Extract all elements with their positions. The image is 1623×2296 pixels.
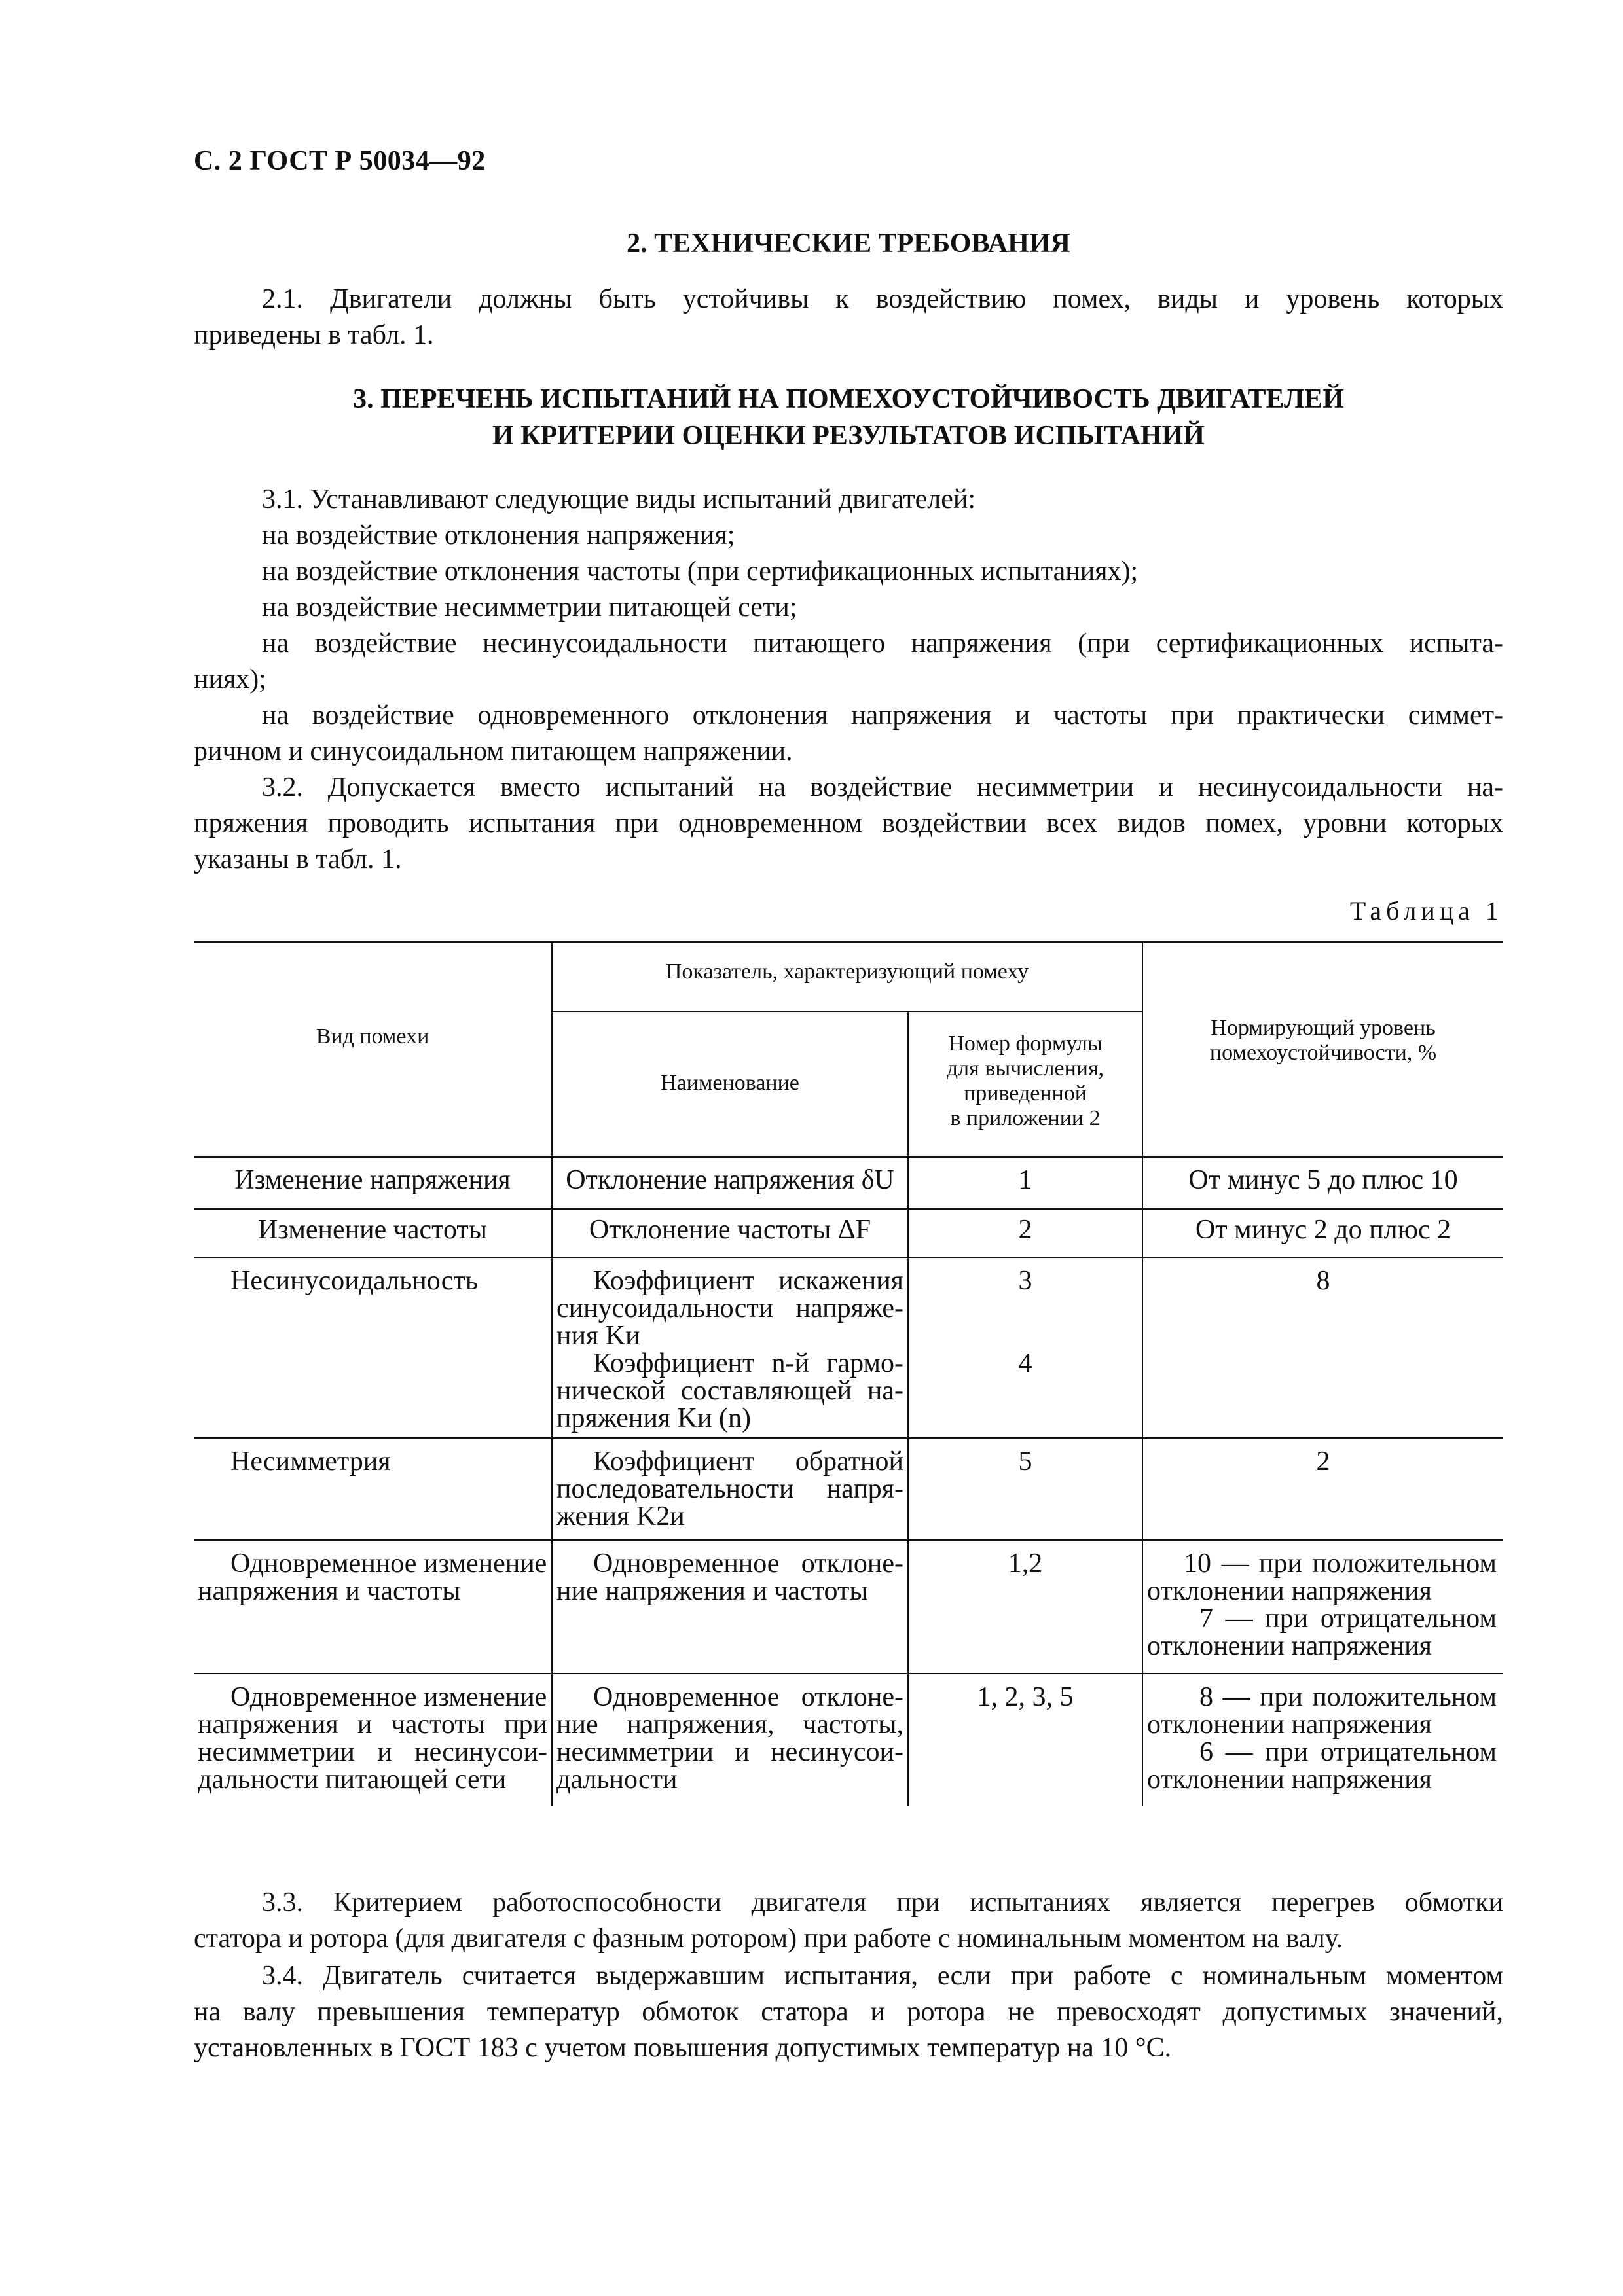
cell-line: несимметрии и несинусои-	[198, 1737, 547, 1767]
text-line: 3.4. Двигатель считается выдержавшим испытания, если при работе с номинальным моментом	[262, 1961, 1503, 1991]
header-line: помехоустойчивости, %	[1209, 1041, 1437, 1065]
list-item: на воздействие одновременного отклонения напряжения и частоты при практически симмет-	[262, 700, 1503, 730]
cell-line: Одновременное отклоне-	[593, 1682, 903, 1712]
header-type: Вид помехи	[316, 1024, 429, 1049]
row3-formula-1: 3	[1018, 1266, 1032, 1296]
cell-line: жения K2и	[556, 1501, 685, 1532]
paragraph-3-2-line: пряжения проводить испытания при одновременном воздействии всех видов помех, уровни которых	[194, 808, 1503, 838]
row3-formula-2: 4	[1018, 1348, 1032, 1378]
header-line: приведенной	[964, 1081, 1087, 1105]
cell-line: отклонении напряжения	[1147, 1631, 1432, 1661]
header-line: в приложении 2	[950, 1106, 1101, 1130]
cell-line: Коэффициент обратной	[593, 1446, 903, 1477]
paragraph-2-1	[194, 281, 1503, 353]
row5-name	[556, 1550, 903, 1605]
cell-line: несимметрии и несинусои-	[556, 1737, 903, 1767]
cell-line: Коэффициент искажения	[593, 1266, 903, 1296]
paragraph-3-4	[194, 1958, 1503, 2066]
list-item: на воздействие отклонения частоты (при сертификационных испытаниях);	[262, 556, 1139, 586]
section-3-title-line-2: И КРИТЕРИИ ОЦЕНКИ РЕЗУЛЬТАТОВ ИСПЫТАНИЙ	[492, 421, 1205, 451]
list-item: на воздействие несинусоидальности питающего напряжения (при сертификационных испыта-	[262, 628, 1503, 658]
row3-name	[556, 1267, 903, 1432]
row6-type	[198, 1683, 547, 1793]
header-level	[1143, 1016, 1503, 1066]
cell-line: 6 — при отрицательном	[1199, 1737, 1497, 1767]
cell-line: отклонении напряжения	[1147, 1710, 1432, 1740]
cell-line: нической составляющей на-	[556, 1376, 903, 1406]
row4-level: 2	[1316, 1446, 1330, 1477]
cell-line: Одновременное изменение	[230, 1682, 547, 1712]
header-group: Показатель, характеризующий помеху	[665, 960, 1029, 984]
row6-name	[556, 1683, 903, 1793]
row6-level	[1147, 1683, 1497, 1793]
header-bottom-rule	[194, 1156, 1503, 1158]
cell-line: напряжения и частоты при	[198, 1710, 547, 1740]
row2-type: Изменение частоты	[258, 1215, 487, 1245]
row-rule	[194, 1539, 1503, 1541]
paragraph-3-2-line: указаны в табл. 1.	[194, 844, 402, 874]
cell-line: дальности питающей сети	[198, 1765, 507, 1795]
cell-line: ние напряжения и частоты	[556, 1576, 868, 1606]
cell-line: 8 — при положительном	[1199, 1682, 1497, 1712]
header-line: Нормирующий уровень	[1211, 1016, 1436, 1040]
text-line: 2.1. Двигатели должны быть устойчивы к воздействию помех, виды и уровень которых	[262, 284, 1503, 314]
row5-level	[1147, 1550, 1497, 1660]
cell-line: 10 — при положительном	[1184, 1549, 1497, 1579]
running-head: С. 2 ГОСТ Р 50034—92	[194, 146, 486, 176]
table-top-rule	[194, 941, 1503, 943]
cell-line: ния Kи	[556, 1321, 640, 1351]
list-item-cont: ниях);	[194, 664, 266, 694]
cell-line: последовательности напря-	[556, 1474, 903, 1504]
cell-line: ние напряжения, частоты,	[556, 1710, 903, 1740]
text-line: 3.3. Критерием работоспособности двигателя при испытаниях является перегрев обмотки	[262, 1888, 1503, 1918]
row1-formula: 1	[1018, 1165, 1032, 1195]
text-line: статора и ротора (для двигателя с фазным ротором) при работе с номинальным моментом на валу.	[194, 1924, 1343, 1954]
paragraph-3-3	[194, 1885, 1503, 1957]
section-2-title: 2. ТЕХНИЧЕСКИЕ ТРЕБОВАНИЯ	[627, 228, 1070, 259]
row3-type: Несинусоидальность	[230, 1266, 478, 1296]
row1-type: Изменение напряжения	[234, 1165, 511, 1195]
text-line: приведены в табл. 1.	[194, 320, 434, 350]
row4-type: Несимметрия	[230, 1446, 391, 1477]
cell-line: 7 — при отрицательном	[1199, 1604, 1497, 1634]
list-item-cont: ричном и синусоидальном питающем напряжении.	[194, 736, 793, 766]
row5-type	[198, 1550, 547, 1605]
text-line: установленных в ГОСТ 183 с учетом повышения допустимых температур на 10 °С.	[194, 2033, 1172, 2063]
row1-level: От минус 5 до плюс 10	[1188, 1165, 1458, 1195]
row4-name	[556, 1448, 903, 1530]
header-line: для вычисления,	[946, 1056, 1104, 1081]
list-item: на воздействие несимметрии питающей сети;	[262, 592, 797, 622]
row-rule	[194, 1437, 1503, 1439]
cell-line: отклонении напряжения	[1147, 1576, 1432, 1606]
text-line: 3.1. Устанавливают следующие виды испытаний двигателей:	[262, 484, 976, 514]
section-3-title-line-1: 3. ПЕРЕЧЕНЬ ИСПЫТАНИЙ НА ПОМЕХОУСТОЙЧИВОСТЬ ДВИГАТЕЛЕЙ	[353, 384, 1344, 414]
row5-formula: 1,2	[1008, 1549, 1043, 1579]
header-line: Номер формулы	[948, 1031, 1103, 1056]
cell-line: Одновременное отклоне-	[593, 1549, 903, 1579]
row2-name: Отклонение частоты ΔF	[589, 1215, 871, 1245]
row4-formula: 5	[1018, 1446, 1032, 1477]
paragraph-3-2-line: 3.2. Допускается вместо испытаний на воздействие несимметрии и несинусоидальности на-	[262, 772, 1503, 802]
cell-line: отклонении напряжения	[1147, 1765, 1432, 1795]
list-item: на воздействие отклонения напряжения;	[262, 520, 735, 550]
cell-line: напряжения и частоты	[198, 1576, 461, 1606]
cell-line: пряжения Kи (n)	[556, 1403, 751, 1433]
cell-line: Коэффициент n-й гармо-	[593, 1348, 903, 1378]
row1-name: Отклонение напряжения δU	[566, 1165, 894, 1195]
table-caption: Таблица 1	[1349, 896, 1503, 925]
cell-line: дальности	[556, 1765, 678, 1795]
text-line: на валу превышения температур обмоток статора и ротора не превосходят допустимых значений,	[194, 1997, 1503, 2027]
paragraph-3-1	[194, 482, 1503, 878]
header-group-rule	[553, 1011, 1143, 1012]
row2-formula: 2	[1018, 1215, 1032, 1245]
header-name: Наименование	[661, 1071, 799, 1095]
col-rule	[1142, 941, 1143, 1806]
header-formula	[909, 1031, 1142, 1131]
cell-line: Одновременное изменение	[230, 1549, 547, 1579]
row-rule	[194, 1208, 1503, 1210]
row-rule	[194, 1257, 1503, 1258]
row-rule	[194, 1673, 1503, 1674]
row3-level: 8	[1316, 1266, 1330, 1296]
row2-level: От минус 2 до плюс 2	[1195, 1215, 1451, 1245]
row6-formula: 1, 2, 3, 5	[977, 1682, 1074, 1712]
cell-line: синусоидальности напряже-	[556, 1293, 903, 1323]
